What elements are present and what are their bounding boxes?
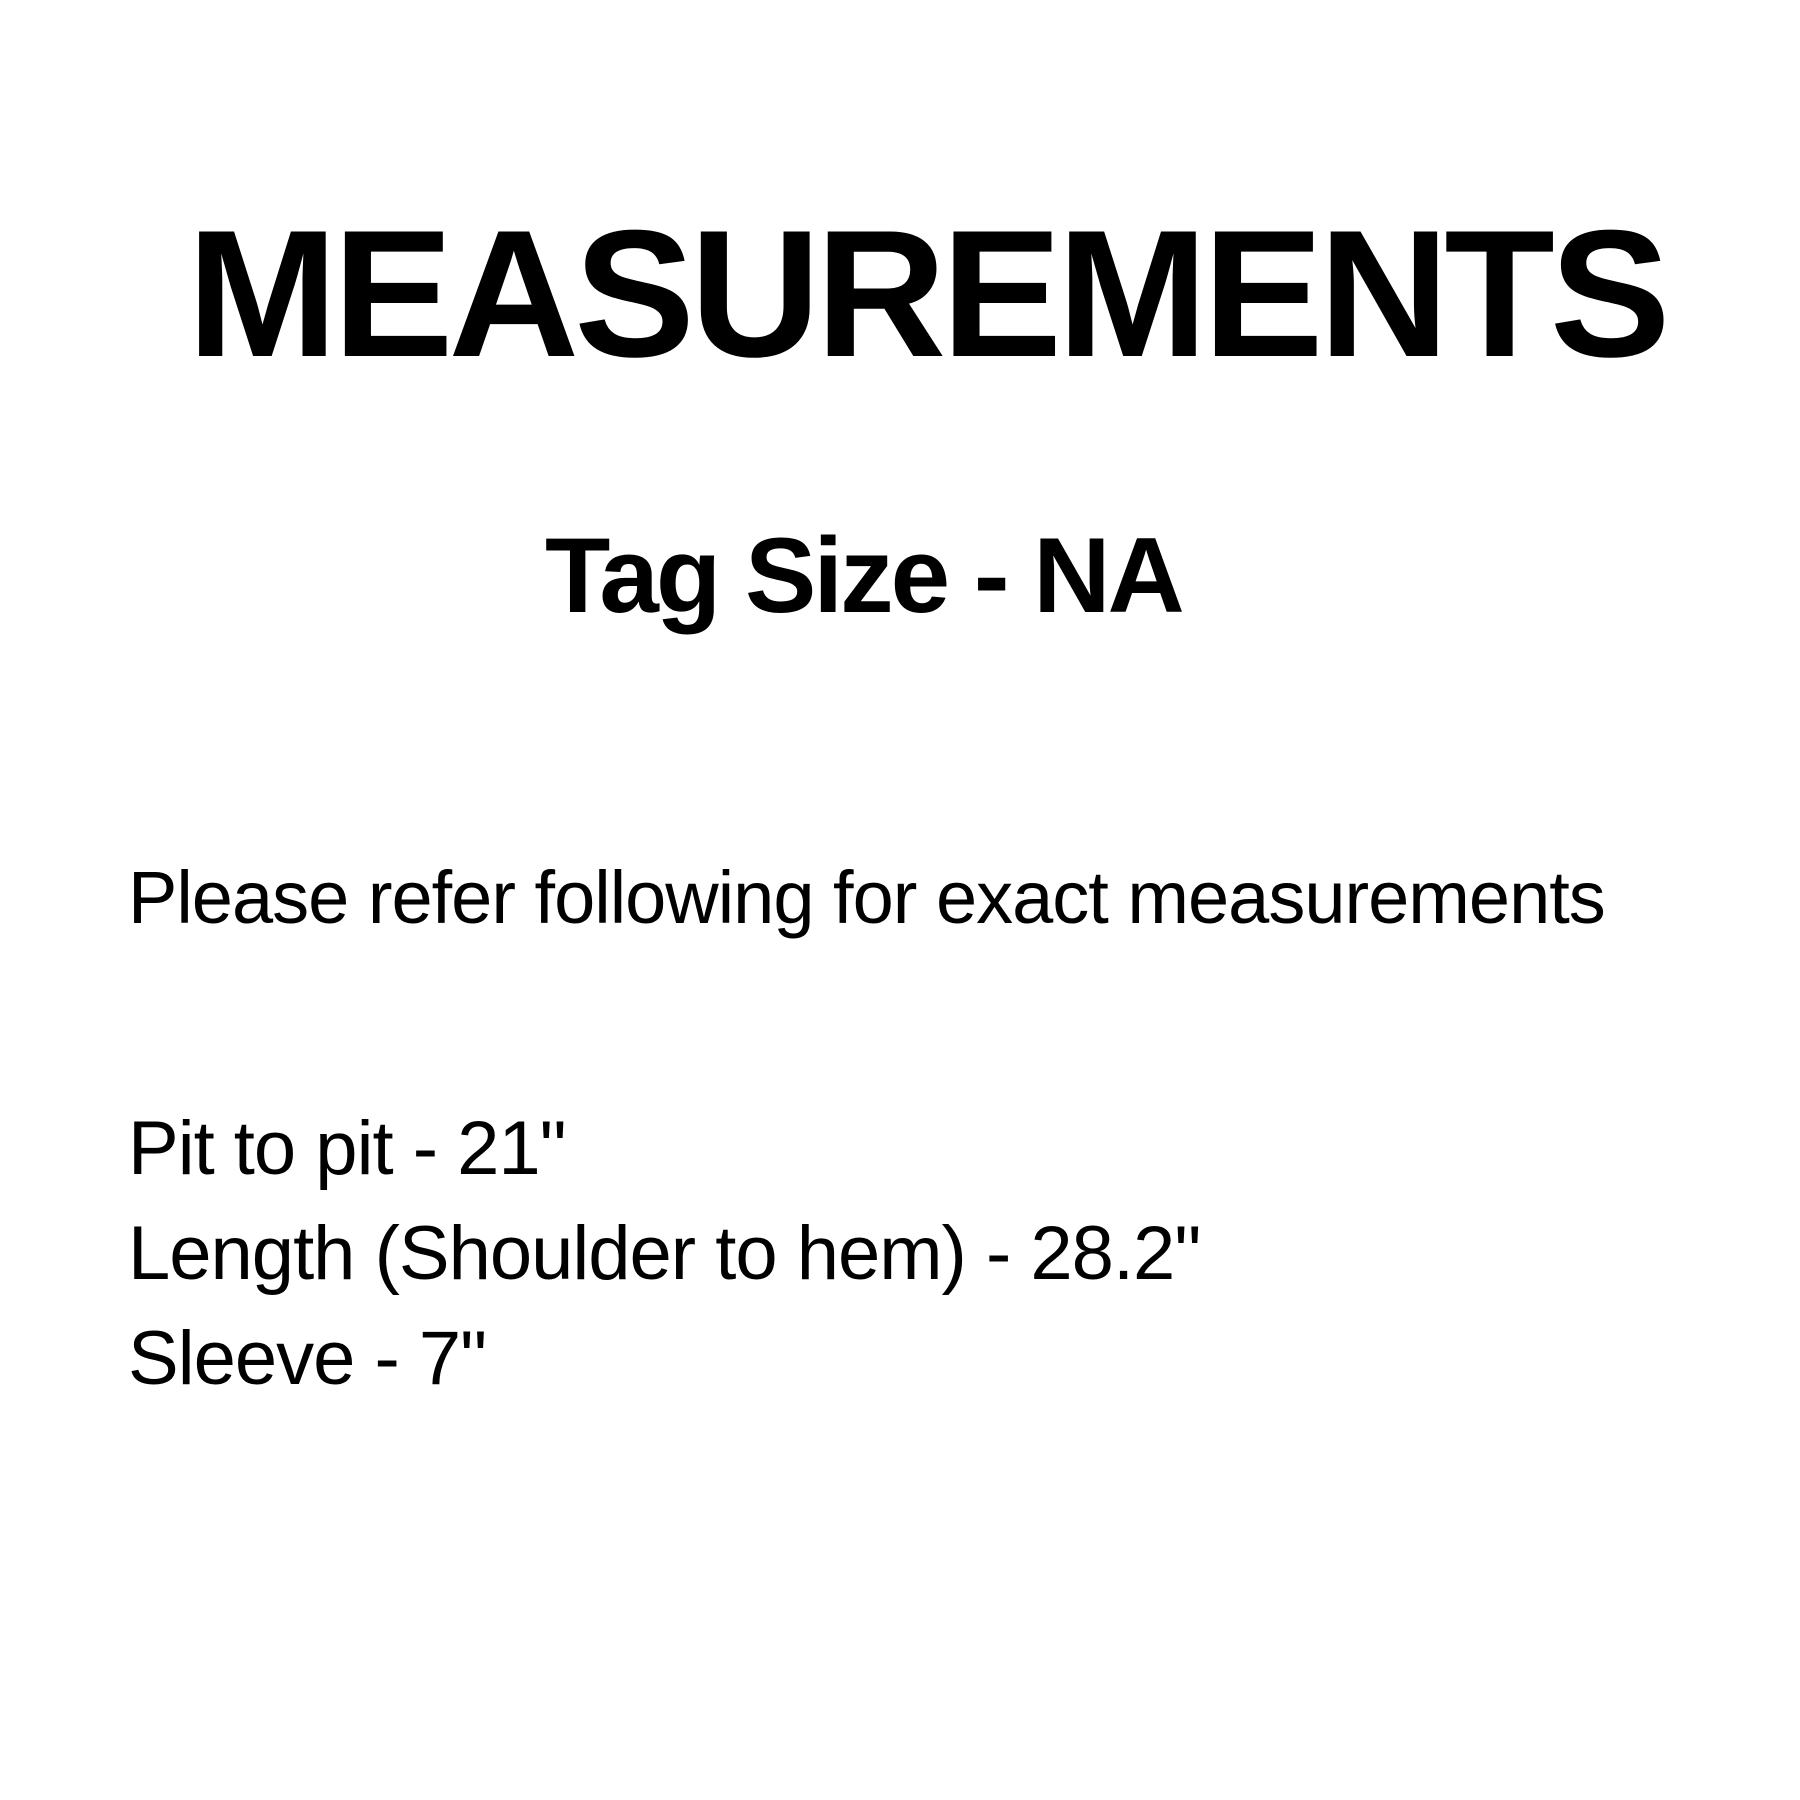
measurement-list [128,1096,1200,1411]
note-line: Please refer following for exact measurements [128,856,1605,939]
measurement-line: Sleeve - 7" [128,1316,487,1401]
measurement-line: Length (Shoulder to hem) - 28.2" [128,1211,1201,1296]
page-title: MEASUREMENTS [187,193,1666,395]
tag-size-line: Tag Size - NA [545,515,1182,635]
measurement-line: Pit to pit - 21" [128,1106,566,1191]
